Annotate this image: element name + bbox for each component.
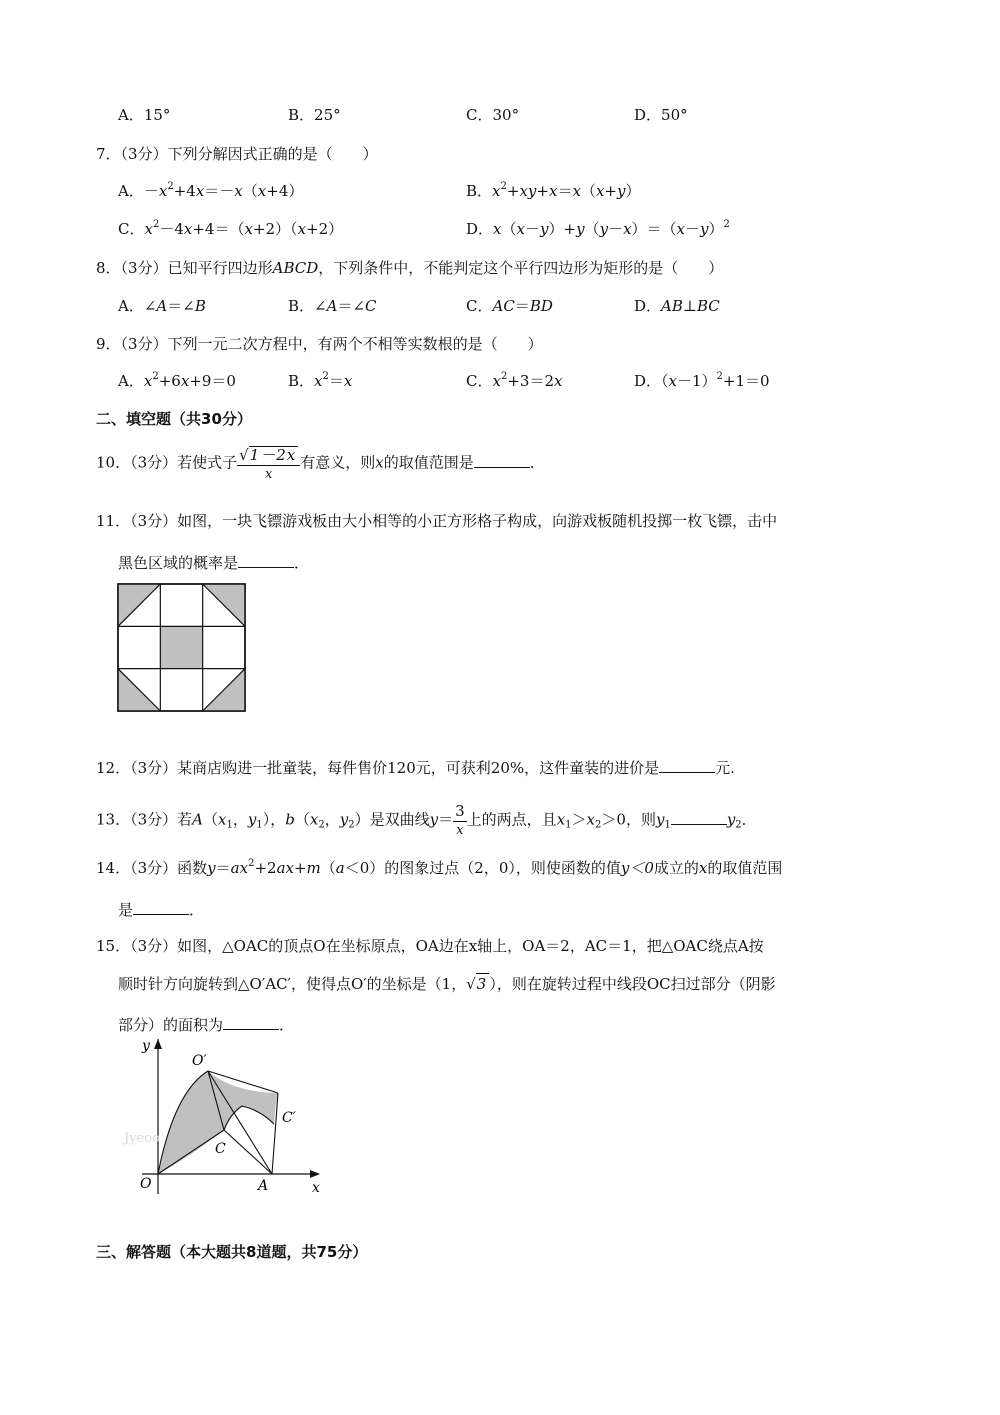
q9-option-a: A．$x^2+6x+9=0$ [118,371,236,390]
q15-answer-blank[interactable] [223,1017,279,1030]
q12-stem: 12．（3分）某商店购进一批童装，每件售价120元，可获利20%，这件童装的进价是 元. [96,759,735,777]
q7-option-d: D．$x(x-y)+y(y-x)=(x-y)^2$ [466,219,730,238]
q9-stem: 9．（3分）下列一元二次方程中，有两个不相等实数根的是（ ） [96,335,543,353]
q7-option-b: B．$x^2+xy+x=x(x+y)$ [466,181,641,200]
q15-line-2: 顺时针方向旋转到△O′AC′，使得点O′的坐标是（1，√3 ），则在旋转过程中线段OC扫过部分（阴影 [118,975,776,993]
x-axis-arrow [310,1170,320,1178]
q14-answer-blank[interactable] [133,902,189,915]
q6-option-a: A．15° [118,106,171,124]
q7-option-c: C．$x^2-4x+4=(x+2)(x+2)$ [118,219,344,238]
q10-denominator: x [265,467,273,482]
section-3-title: 三、解答题（本大题共8道题，共75分） [96,1243,368,1261]
q13-numerator: 3 [455,802,465,820]
q14-line-1: 14．（3分）函数$y=ax^2+2ax+m(a<0)$的图象过点（2，0），则使函数的值y＜0成立的x的取值范围 [96,858,783,877]
q11-answer-blank[interactable] [238,555,294,568]
section-2-title: 二、填空题（共30分） [96,410,252,428]
y-axis-arrow [154,1039,162,1049]
q7-option-a: A．$-x^2+4x=-x(x+4)$ [118,181,304,200]
q10-answer-blank[interactable] [474,455,530,468]
dartboard-figure [118,584,245,711]
watermark: Jyeoo [124,1131,160,1146]
q10-fraction: $\frac{√1-2x}{x}$ [237,446,300,481]
label-y: y [142,1038,150,1054]
q15-root: 3 [476,975,488,993]
label-c-prime: C′ [282,1110,296,1126]
q6-option-b: B．25° [288,106,341,124]
q13-stem: 13．（3分）若$A(x_1$，$y_1$），$b(x_2$，$y_2$）是双曲线y＝ $\frac{3}{x}$ 上的两点，且$x_1>x_2>0$，则$y_1$ $y_2$． [96,802,757,838]
label-x: x [312,1180,320,1196]
q8-option-d: D．AB⊥BC [634,297,720,315]
q8-option-c: C．AC＝BD [466,297,553,315]
q10-stem: 10．（3分）若使式子 $\frac{√1-2x}{x}$ 有意义，则x的取值范围是 ． [96,446,545,482]
q14-line-2: 是 ． [118,901,205,919]
q13-denominator: x [456,823,464,838]
q15-line-3: 部分）的面积为 ． [118,1016,295,1034]
q9-option-c: C．$x^2+3=2x$ [466,371,563,390]
label-c: C [215,1141,226,1157]
q8-stem: 8．（3分）已知平行四边形ABCD，下列条件中，不能判定这个平行四边形为矩形的是（ ） [96,259,724,277]
q7-stem: 7．（3分）下列分解因式正确的是（ ） [96,145,378,163]
label-o: O [140,1176,152,1192]
q9-option-b: B．$x^2=x$ [288,371,353,390]
q15-line-1: 15．（3分）如图，△OAC的顶点O在坐标原点，OA边在x轴上，OA＝2，AC＝1，把△OAC绕点A按 [96,937,764,955]
shaded-center-square [160,626,202,668]
q8-option-a: A．∠A＝∠B [118,297,206,315]
label-o-prime: O′ [192,1053,207,1069]
q6-option-d: D．50° [634,106,688,124]
q13-fraction [453,804,467,837]
rotation-figure [124,1034,340,1204]
q9-option-d: D．$(x-1)^2+1=0$ [634,371,770,390]
q6-option-c: C．30° [466,106,520,124]
q11-line-1: 11．（3分）如图，一块飞镖游戏板由大小相等的小正方形格子构成，向游戏板随机投掷一枚飞镖，击中 [96,512,778,530]
q10-radicand: 1－2x [249,446,297,464]
q8-option-b: B．∠A＝∠C [288,297,377,315]
label-a: A [258,1178,269,1194]
q13-answer-blank[interactable] [671,812,727,825]
q12-answer-blank[interactable] [659,760,715,773]
q11-line-2: 黑色区域的概率是 ． [118,554,310,572]
